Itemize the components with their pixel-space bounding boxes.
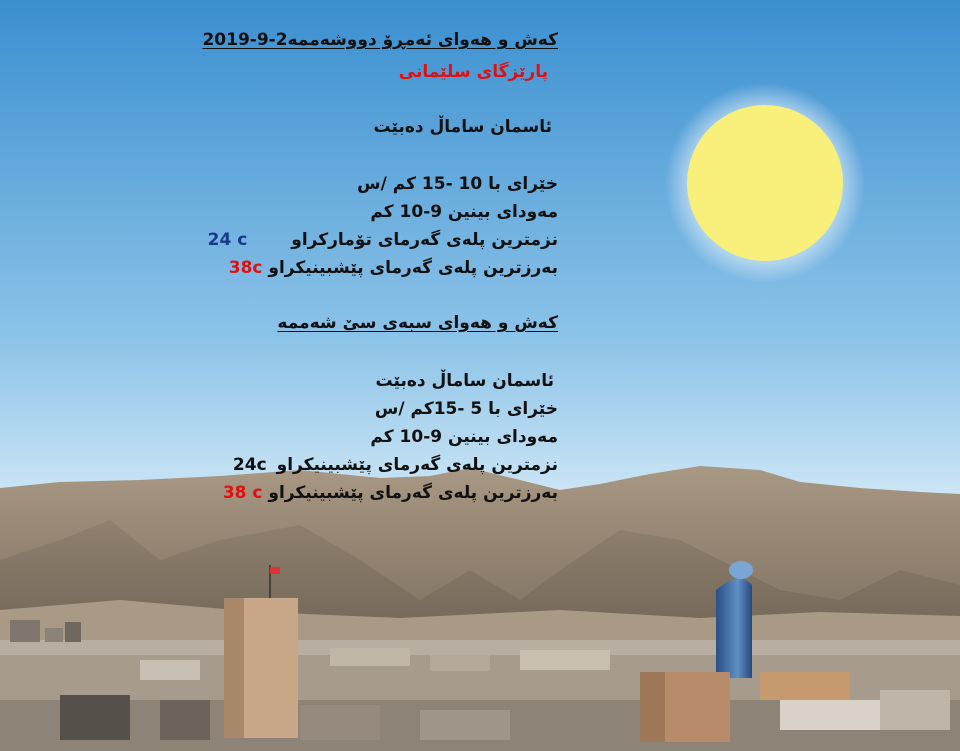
- tomorrow-max-temp: بەرزترین پلەی گەرمای پێشبینیکراو 38 c: [222, 483, 558, 503]
- region-label: پارێزگای سلێمانی: [398, 62, 548, 82]
- tomorrow-sky: ئاسمان ساماڵ دەبێت: [375, 371, 554, 391]
- tomorrow-visibility: مەودای بینین 9-10 کم: [370, 427, 558, 447]
- today-visibility: مەودای بینین 9-10 کم: [370, 202, 558, 222]
- tomorrow-heading: کەش و هەوای سبەی سێ شەممە: [277, 313, 558, 333]
- tomorrow-min-temp: نزمترین پلەی گەرمای پێشبینیکراو24c: [232, 455, 558, 475]
- today-wind: خێرای با 10 -15 کم /س: [357, 174, 558, 194]
- today-min-temp: نزمترین پلەی گەرمای تۆمارکراو24 c: [207, 230, 558, 250]
- today-heading: کەش و هەوای ئەمڕۆ دووشەممە2019-9-2: [202, 30, 558, 50]
- sun-icon: [665, 83, 865, 283]
- tomorrow-wind: خێرای با 5 -15کم /س: [374, 399, 558, 419]
- today-max-temp: بەرزترین پلەی گەرمای پێشبینیکراو 38c: [228, 258, 558, 278]
- today-sky: ئاسمان ساماڵ دەبێت: [373, 117, 552, 137]
